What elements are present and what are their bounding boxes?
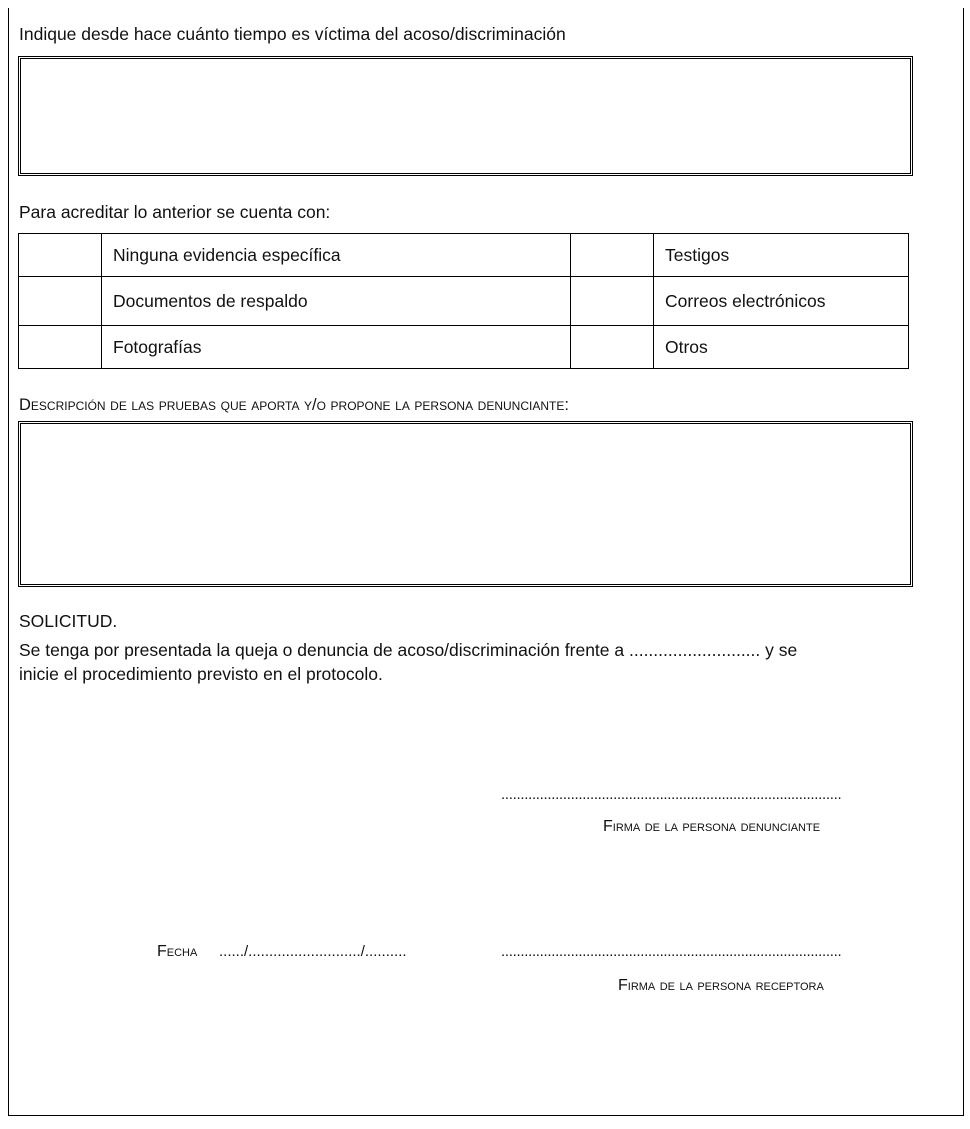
signature-label-denunciante: Firma de la persona denunciante [603, 818, 821, 835]
signature-label-receptora: Firma de la persona receptora [618, 977, 824, 994]
option-label: Otros [654, 326, 909, 369]
evidence-description-box[interactable] [18, 421, 913, 587]
checkbox-cell-otros[interactable] [571, 326, 654, 369]
request-text-line2: inicie el procedimiento previsto en el protocolo. [19, 664, 383, 684]
checkbox-cell-fotografias[interactable] [19, 326, 102, 369]
table-row [19, 326, 909, 369]
date-field[interactable]: ....../.........................../.......... [219, 943, 407, 960]
checkbox-cell-ninguna[interactable] [19, 234, 102, 277]
signature-line-denunciante[interactable]: ........................................................................................ [501, 786, 842, 803]
signature-line-receptora[interactable]: ........................................................................................ [501, 943, 842, 960]
duration-answer-box[interactable] [18, 56, 913, 176]
duration-question-label: Indique desde hace cuánto tiempo es víctima del acoso/discriminación [19, 24, 566, 44]
table-row [19, 234, 909, 277]
date-label: Fecha [157, 943, 198, 960]
option-label: Testigos [654, 234, 909, 277]
evidence-description-label: Descripción de las pruebas que aporta y/o propone la persona denunciante: [19, 396, 569, 414]
request-text-line1: Se tenga por presentada la queja o denuncia de acoso/discriminación frente a ........................... y se [19, 640, 798, 660]
evidence-options-table [18, 233, 909, 369]
checkbox-cell-testigos[interactable] [571, 234, 654, 277]
table-row [19, 277, 909, 326]
evidence-intro-label: Para acreditar lo anterior se cuenta con: [19, 202, 331, 222]
option-label: Fotografías [102, 326, 571, 369]
option-label: Correos electrónicos [654, 277, 909, 326]
checkbox-cell-correos[interactable] [571, 277, 654, 326]
checkbox-cell-documentos[interactable] [19, 277, 102, 326]
option-label: Ninguna evidencia específica [102, 234, 571, 277]
option-label: Documentos de respaldo [102, 277, 571, 326]
request-heading: SOLICITUD. [19, 611, 118, 631]
